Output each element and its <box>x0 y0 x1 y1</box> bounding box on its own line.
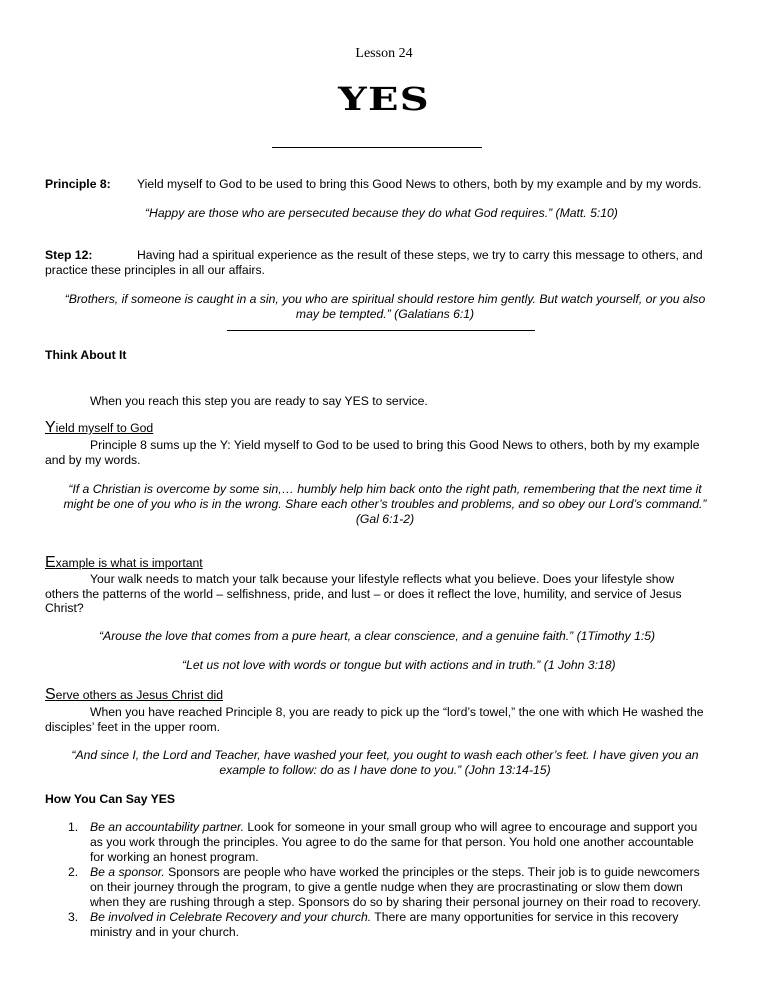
list-item-line: on their journey through the program, to give a gentle nudge when they are procrastinating or slow them down <box>90 880 683 894</box>
think-text: When you reach this step you are ready to say YES to service. <box>90 394 428 408</box>
yield-heading <box>45 420 153 436</box>
serve-heading-text: erve others as Jesus Christ did <box>55 688 223 702</box>
yield-line2: and by my words. <box>45 453 141 467</box>
step-text-line2: practice these principles in all our affairs. <box>45 263 265 277</box>
list-item-text: Look for someone in your small group who will agree to encourage and support you <box>244 820 698 834</box>
step-text-line1: Having had a spiritual experience as the result of these steps, we try to carry this message to others, and <box>137 248 703 262</box>
example-quote2: “Let us not love with words or tongue but with actions and in truth.” (1 John 3:18) <box>182 658 616 672</box>
example-heading <box>45 555 203 571</box>
list-item-lead: Be a sponsor. <box>90 865 165 879</box>
principle-text: Yield myself to God to be used to bring this Good News to others, both by my example and by my words. <box>137 177 702 191</box>
example-initial: E <box>45 554 56 571</box>
list-item-lead: Be involved in Celebrate Recovery and your church. <box>90 910 372 924</box>
lesson-number: Lesson 24 <box>355 46 413 61</box>
title-divider <box>272 147 482 148</box>
list-item-number: 1. <box>68 820 79 834</box>
list-item-line: as you work through the principles. You agree to do the same for that person. You hold one another accountable <box>90 835 694 849</box>
yield-quote-line3: (Gal 6:1-2) <box>355 512 415 526</box>
serve-line2: disciples’ feet in the upper room. <box>45 720 221 734</box>
list-item-number: 2. <box>68 865 79 879</box>
list-item-lead: Be an accountability partner. <box>90 820 245 834</box>
step-label: Step 12: <box>45 248 93 262</box>
yield-heading-text: ield myself to God <box>55 421 154 435</box>
serve-quote-line1: “And since I, the Lord and Teacher, have washed your feet, you ought to wash each other’s feet. I have given you an <box>71 748 699 762</box>
how-heading: How You Can Say YES <box>45 792 176 806</box>
example-quote1: “Arouse the love that comes from a pure heart, a clear conscience, and a genuine faith.” (1Timothy 1:5) <box>99 629 656 643</box>
list-item-line: when they are rushing through a step. Sponsors do so by sharing their personal journey on their road to recovery. <box>90 895 701 909</box>
list-item <box>45 910 735 940</box>
principle-quote: “Happy are those who are persecuted because they do what God requires.” (Matt. 5:10) <box>145 206 618 220</box>
how-list <box>45 820 735 940</box>
list-item <box>45 820 735 865</box>
think-heading: Think About It <box>45 348 127 362</box>
step-divider <box>227 330 535 331</box>
yield-quote-line2: might be one of you who is in the wrong. Share each other’s troubles and problems, and so obey our Lord’s command.” <box>63 497 707 511</box>
serve-initial: S <box>45 686 56 703</box>
step-quote-line1: “Brothers, if someone is caught in a sin, you who are spiritual should restore him gently. But watch yourself, or you also <box>64 292 706 306</box>
example-line1: Your walk needs to match your talk because your lifestyle reflects what you believe. Does your lifestyle show <box>90 572 675 586</box>
example-line2: others the patterns of the world – selfishness, pride, and lust – or does it reflect the love, humility, and service of Jesus <box>45 587 682 601</box>
list-item-line: for working an honest program. <box>90 850 259 864</box>
principle-label: Principle 8: <box>45 177 111 191</box>
example-heading-text: xample is what is important <box>55 556 203 570</box>
serve-quote-line2: example to follow: do as I have done to you.” (John 13:14-15) <box>219 763 551 777</box>
yield-line1: Principle 8 sums up the Y: Yield myself to God to be used to bring this Good News to others, both by my example <box>90 438 700 452</box>
example-line3: Christ? <box>45 601 84 615</box>
yield-quote-line1: “If a Christian is overcome by some sin,… humbly help him back onto the right path, remembering that the next time it <box>68 482 702 496</box>
list-item <box>45 865 735 910</box>
list-item-number: 3. <box>68 910 79 924</box>
list-item-line: ministry and in your church. <box>90 925 240 939</box>
serve-heading <box>45 687 223 703</box>
page-title: YES <box>338 80 430 118</box>
list-item-text: There are many opportunities for service in this recovery <box>371 910 679 924</box>
step-quote-line2: may be tempted.” (Galatians 6:1) <box>295 307 475 321</box>
yield-initial: Y <box>45 419 56 436</box>
list-item-text: Sponsors are people who have worked the principles or the steps. Their job is to guide newcomers <box>164 865 700 879</box>
serve-line1: When you have reached Principle 8, you are ready to pick up the “lord’s towel,” the one with which He washed the <box>90 705 704 719</box>
